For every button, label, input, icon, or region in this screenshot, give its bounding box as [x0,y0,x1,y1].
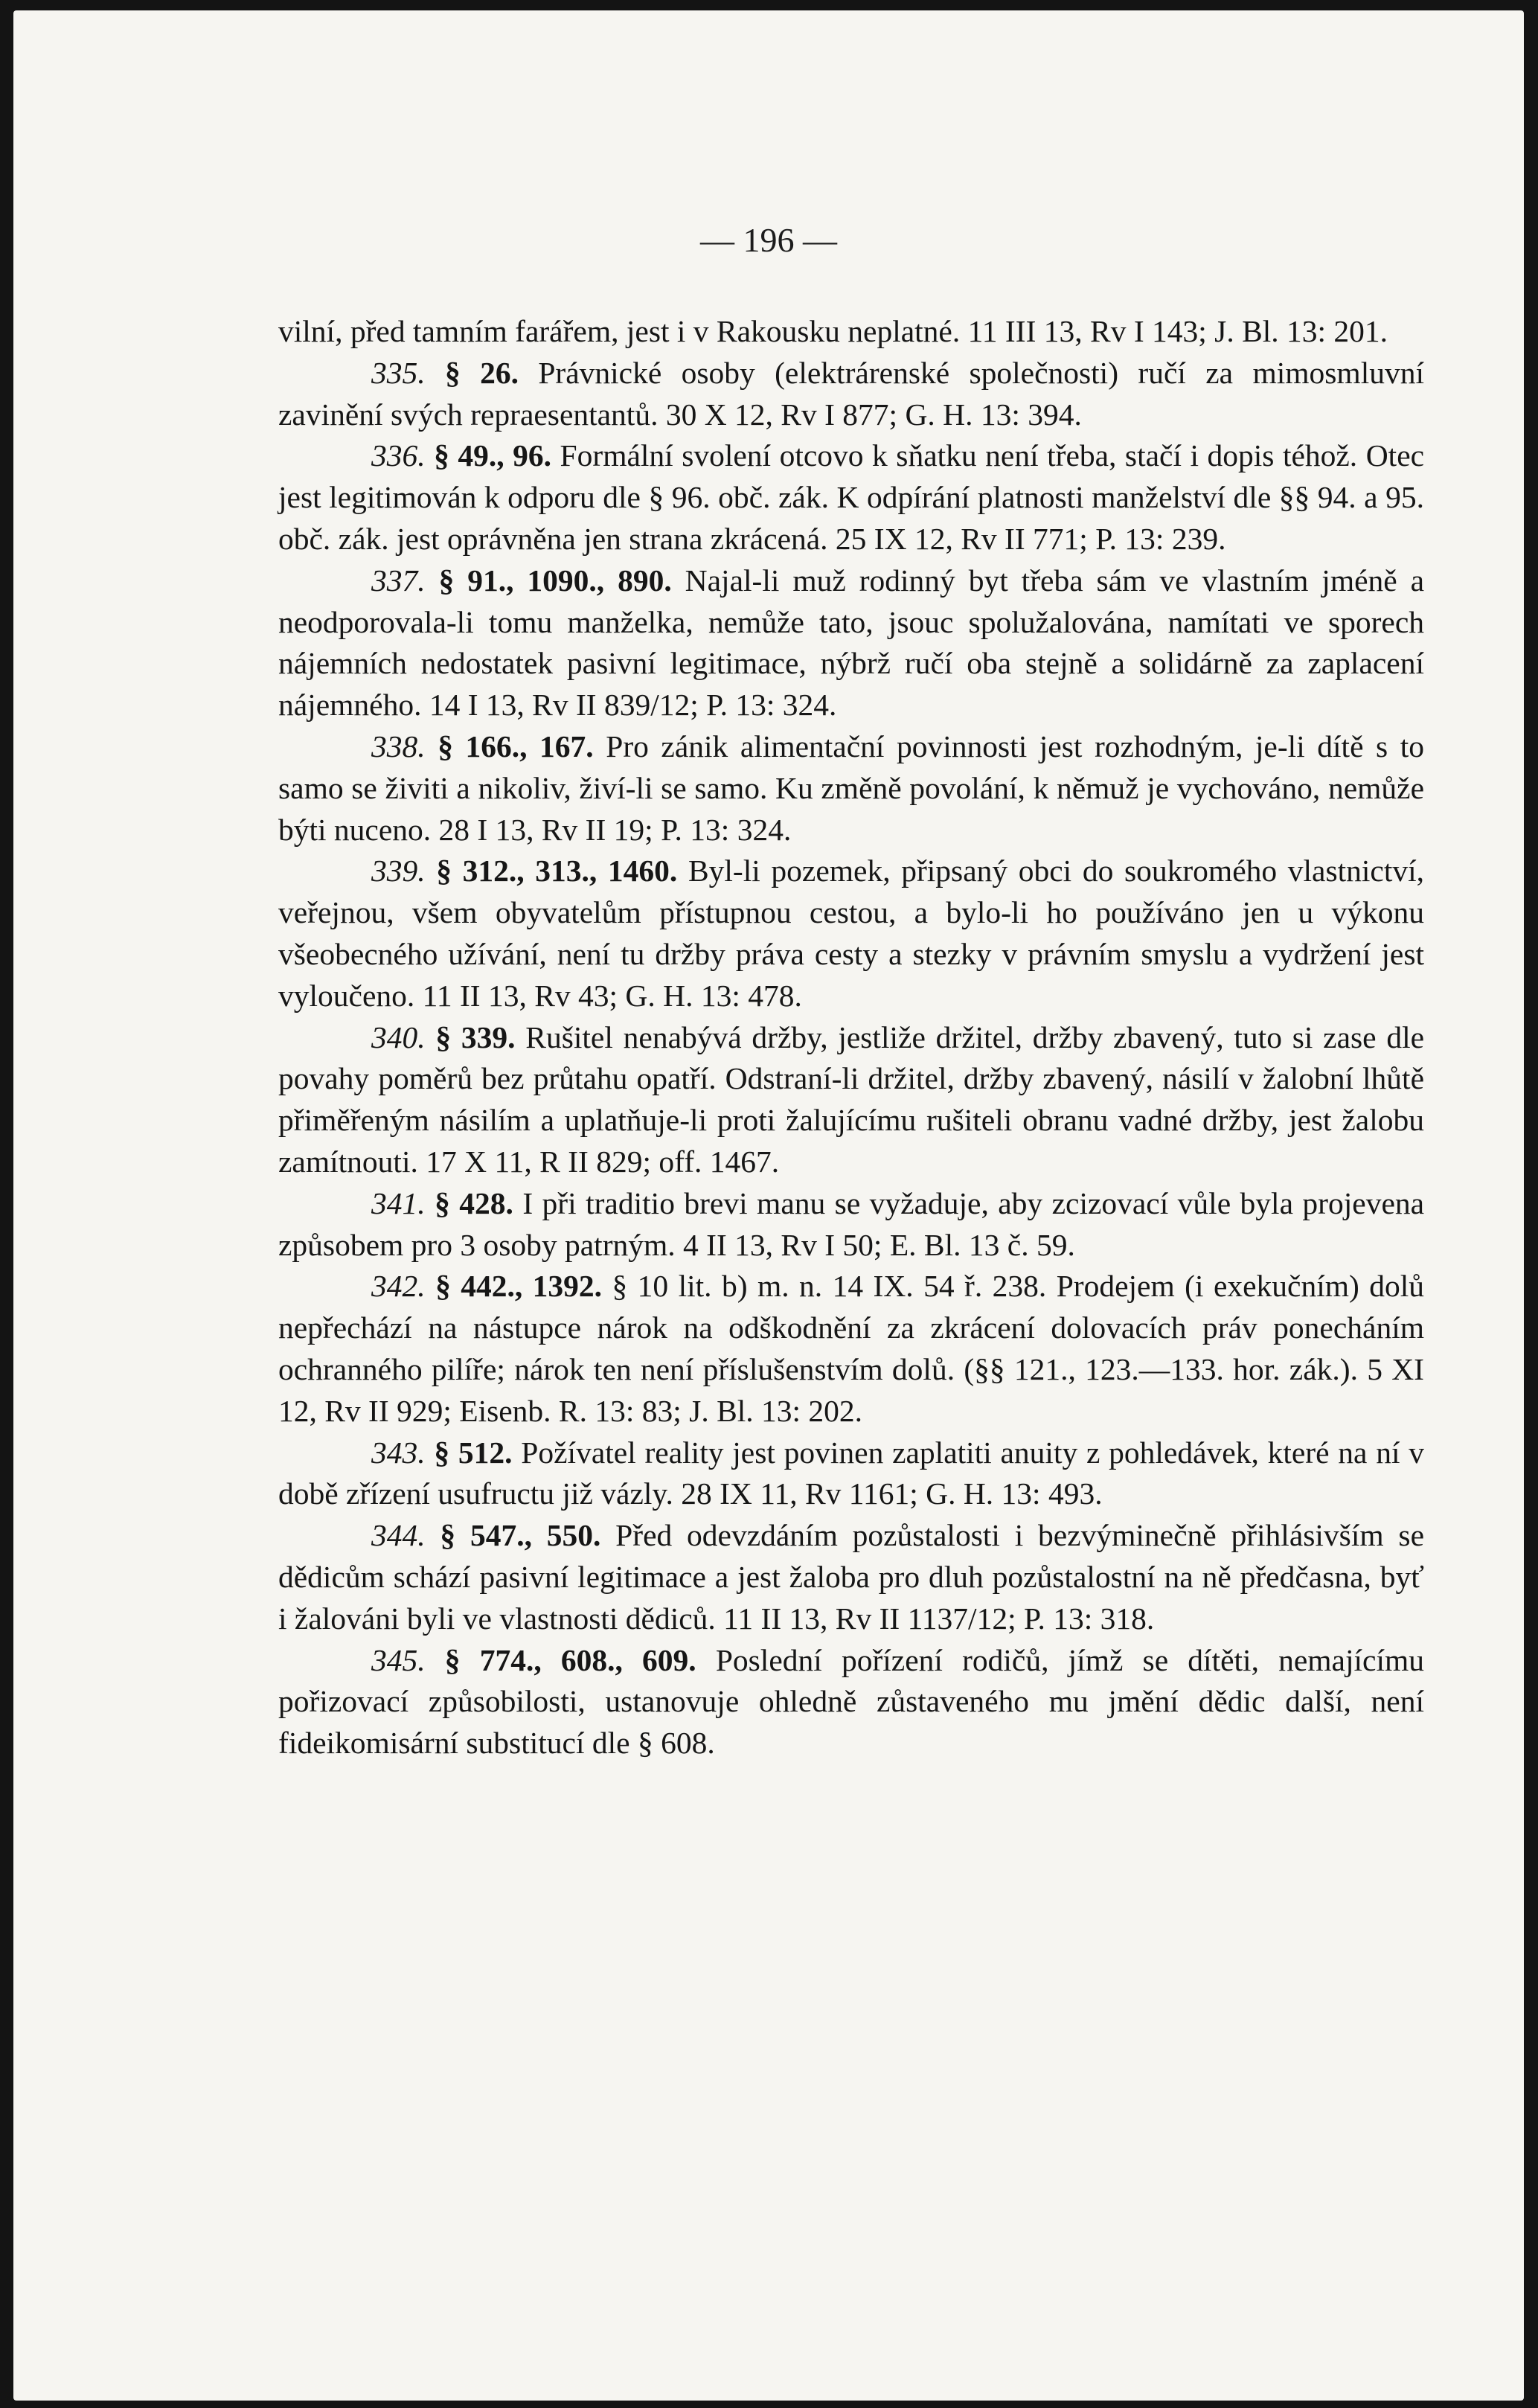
entry-text: Pro zánik alimentační povinnosti jest rozhodným, je-li dítě s to samo se živiti a nikoliv, živí-li se samo. Ku změně povolání, k němuž je vychováno, nemůže býti nuceno. 28 I 13, Rv II 19; P. 13: 324. [278,729,1425,847]
entry-345 [278,1640,1424,1764]
entry-text: Požívatel reality jest povinen zaplatiti anuity z pohledávek, které na ní v době zřízení usufructu již vázly. 28 IX 11, Rv 1161; G. H. 13: 493. [278,1435,1425,1511]
section-reference: § 339. [435,1019,516,1054]
entry-number: 340. [371,1019,426,1054]
entry-text: Rušitel nenabývá držby, jestliže držitel, držby zbavený, tuto si zase dle povahy poměrů bez průtahu opatří. Odstraní-li držitel, držby zbavený, násilí v žalobní lhůtě přiměřeným násilím a uplatňuje-li proti žalujícímu rušiteli obranu vadné držby, jest žalobu zamítnouti. 17 X 11, R II 829; off. 1467. [278,1019,1425,1179]
entry-341 [278,1183,1424,1267]
section-reference: § 512. [434,1435,513,1470]
entry-number: 343. [371,1435,426,1470]
entry-text: Najal-li muž rodinný byt třeba sám ve vlastním jméně a neodporovala-li tomu manželka, nemůže tato, jsouc spolužalována, namítati ve sporech nájemních nedostatek pasivní legitimace, nýbrž ručí oba stejně a solidárně za zaplacení nájemného. 14 I 13, Rv II 839/12; P. 13: 324. [278,563,1425,723]
section-reference: § 26. [444,355,519,390]
entry-336 [278,435,1424,560]
section-reference: § 428. [435,1185,513,1220]
book-page [13,10,1524,2401]
entry-344 [278,1515,1424,1639]
entry-number: 342. [371,1269,426,1304]
paragraph-text: vilní, před tamním farářem, jest i v Rakousku neplatné. 11 III 13, Rv I 143; J. Bl. 13: 201. [278,314,1388,348]
entry-340 [278,1017,1424,1183]
section-reference: § 166., 167. [438,729,594,763]
entry-343 [278,1432,1424,1516]
entry-338 [278,726,1424,851]
paragraph-continuation [278,311,1424,353]
section-reference: § 774., 608., 609. [444,1642,696,1677]
entry-339 [278,851,1424,1016]
entry-text: Formální svolení otcovo k sňatku není třeba, stačí i dopis téhož. Otec jest legitimován k odporu dle § 96. obč. zák. K odpírání platnosti manželství dle §§ 94. a 95. obč. zák. jest oprávněna jen strana zkrácená. 25 IX 12, Rv II 771; P. 13: 239. [278,438,1425,556]
entry-number: 339. [371,854,426,888]
entry-number: 337. [371,563,426,598]
entry-335 [278,353,1424,436]
section-reference: § 312., 313., 1460. [436,854,678,888]
entry-text: Poslední pořízení rodičů, jímž se dítěti, nemajícímu pořizovací způsobilosti, ustanovuje ohledně zůstaveného mu jmění dědic další, není fideikomisární substitucí dle § 608. [278,1642,1425,1761]
entry-text: Právnické osoby (elektrárenské společnosti) ručí za mimosmluvní zavinění svých repraesentantů. 30 X 12, Rv I 877; G. H. 13: 394. [278,355,1425,432]
section-reference: § 91., 1090., 890. [438,563,672,598]
body-text [278,311,1424,1764]
entry-337 [278,560,1424,726]
entry-number: 338. [371,729,426,763]
entry-number: 344. [371,1518,426,1553]
entry-text: I při traditio brevi manu se vyžaduje, aby zcizovací vůle byla projevena způsobem pro 3 osoby patrným. 4 II 13, Rv I 50; E. Bl. 13 č. 59. [278,1185,1425,1262]
entry-number: 336. [371,438,426,473]
entry-number: 341. [371,1185,426,1220]
entry-text: Byl-li pozemek, připsaný obci do soukromého vlastnictví, veřejnou, všem obyvatelům přístupnou cestou, a bylo-li ho používáno jen u výkonu všeobecného užívání, není tu držby práva cesty a stezky v právním smyslu a vydržení jest vyloučeno. 11 II 13, Rv 43; G. H. 13: 478. [278,854,1425,1013]
entry-342 [278,1266,1424,1432]
entry-number: 335. [371,355,426,390]
entry-text: § 10 lit. b) m. n. 14 IX. 54 ř. 238. Prodejem (i exekučním) dolů nepřechází na nástupce nárok na odškodnění za zkrácení dolovacích práv ponecháním ochranného pilíře; nárok ten není příslušenstvím dolů. (§§ 121., 123.—133. hor. zák.). 5 XI 12, Rv II 929; Eisenb. R. 13: 83; J. Bl. 13: 202. [278,1269,1425,1428]
section-reference: § 442., 1392. [435,1269,603,1304]
page-number: — 196 — [700,221,837,259]
entry-text: Před odevzdáním pozůstalosti i bezvýminečně přihlásivším se dědicům schází pasivní legitimace a jest žaloba pro dluh pozůstalostní na ně předčasna, byť i žalováni byli ve vlastnosti dědiců. 11 II 13, Rv II 1137/12; P. 13: 318. [278,1518,1425,1636]
entry-number: 345. [371,1642,426,1677]
section-reference: § 49., 96. [434,438,552,473]
section-reference: § 547., 550. [440,1518,601,1553]
